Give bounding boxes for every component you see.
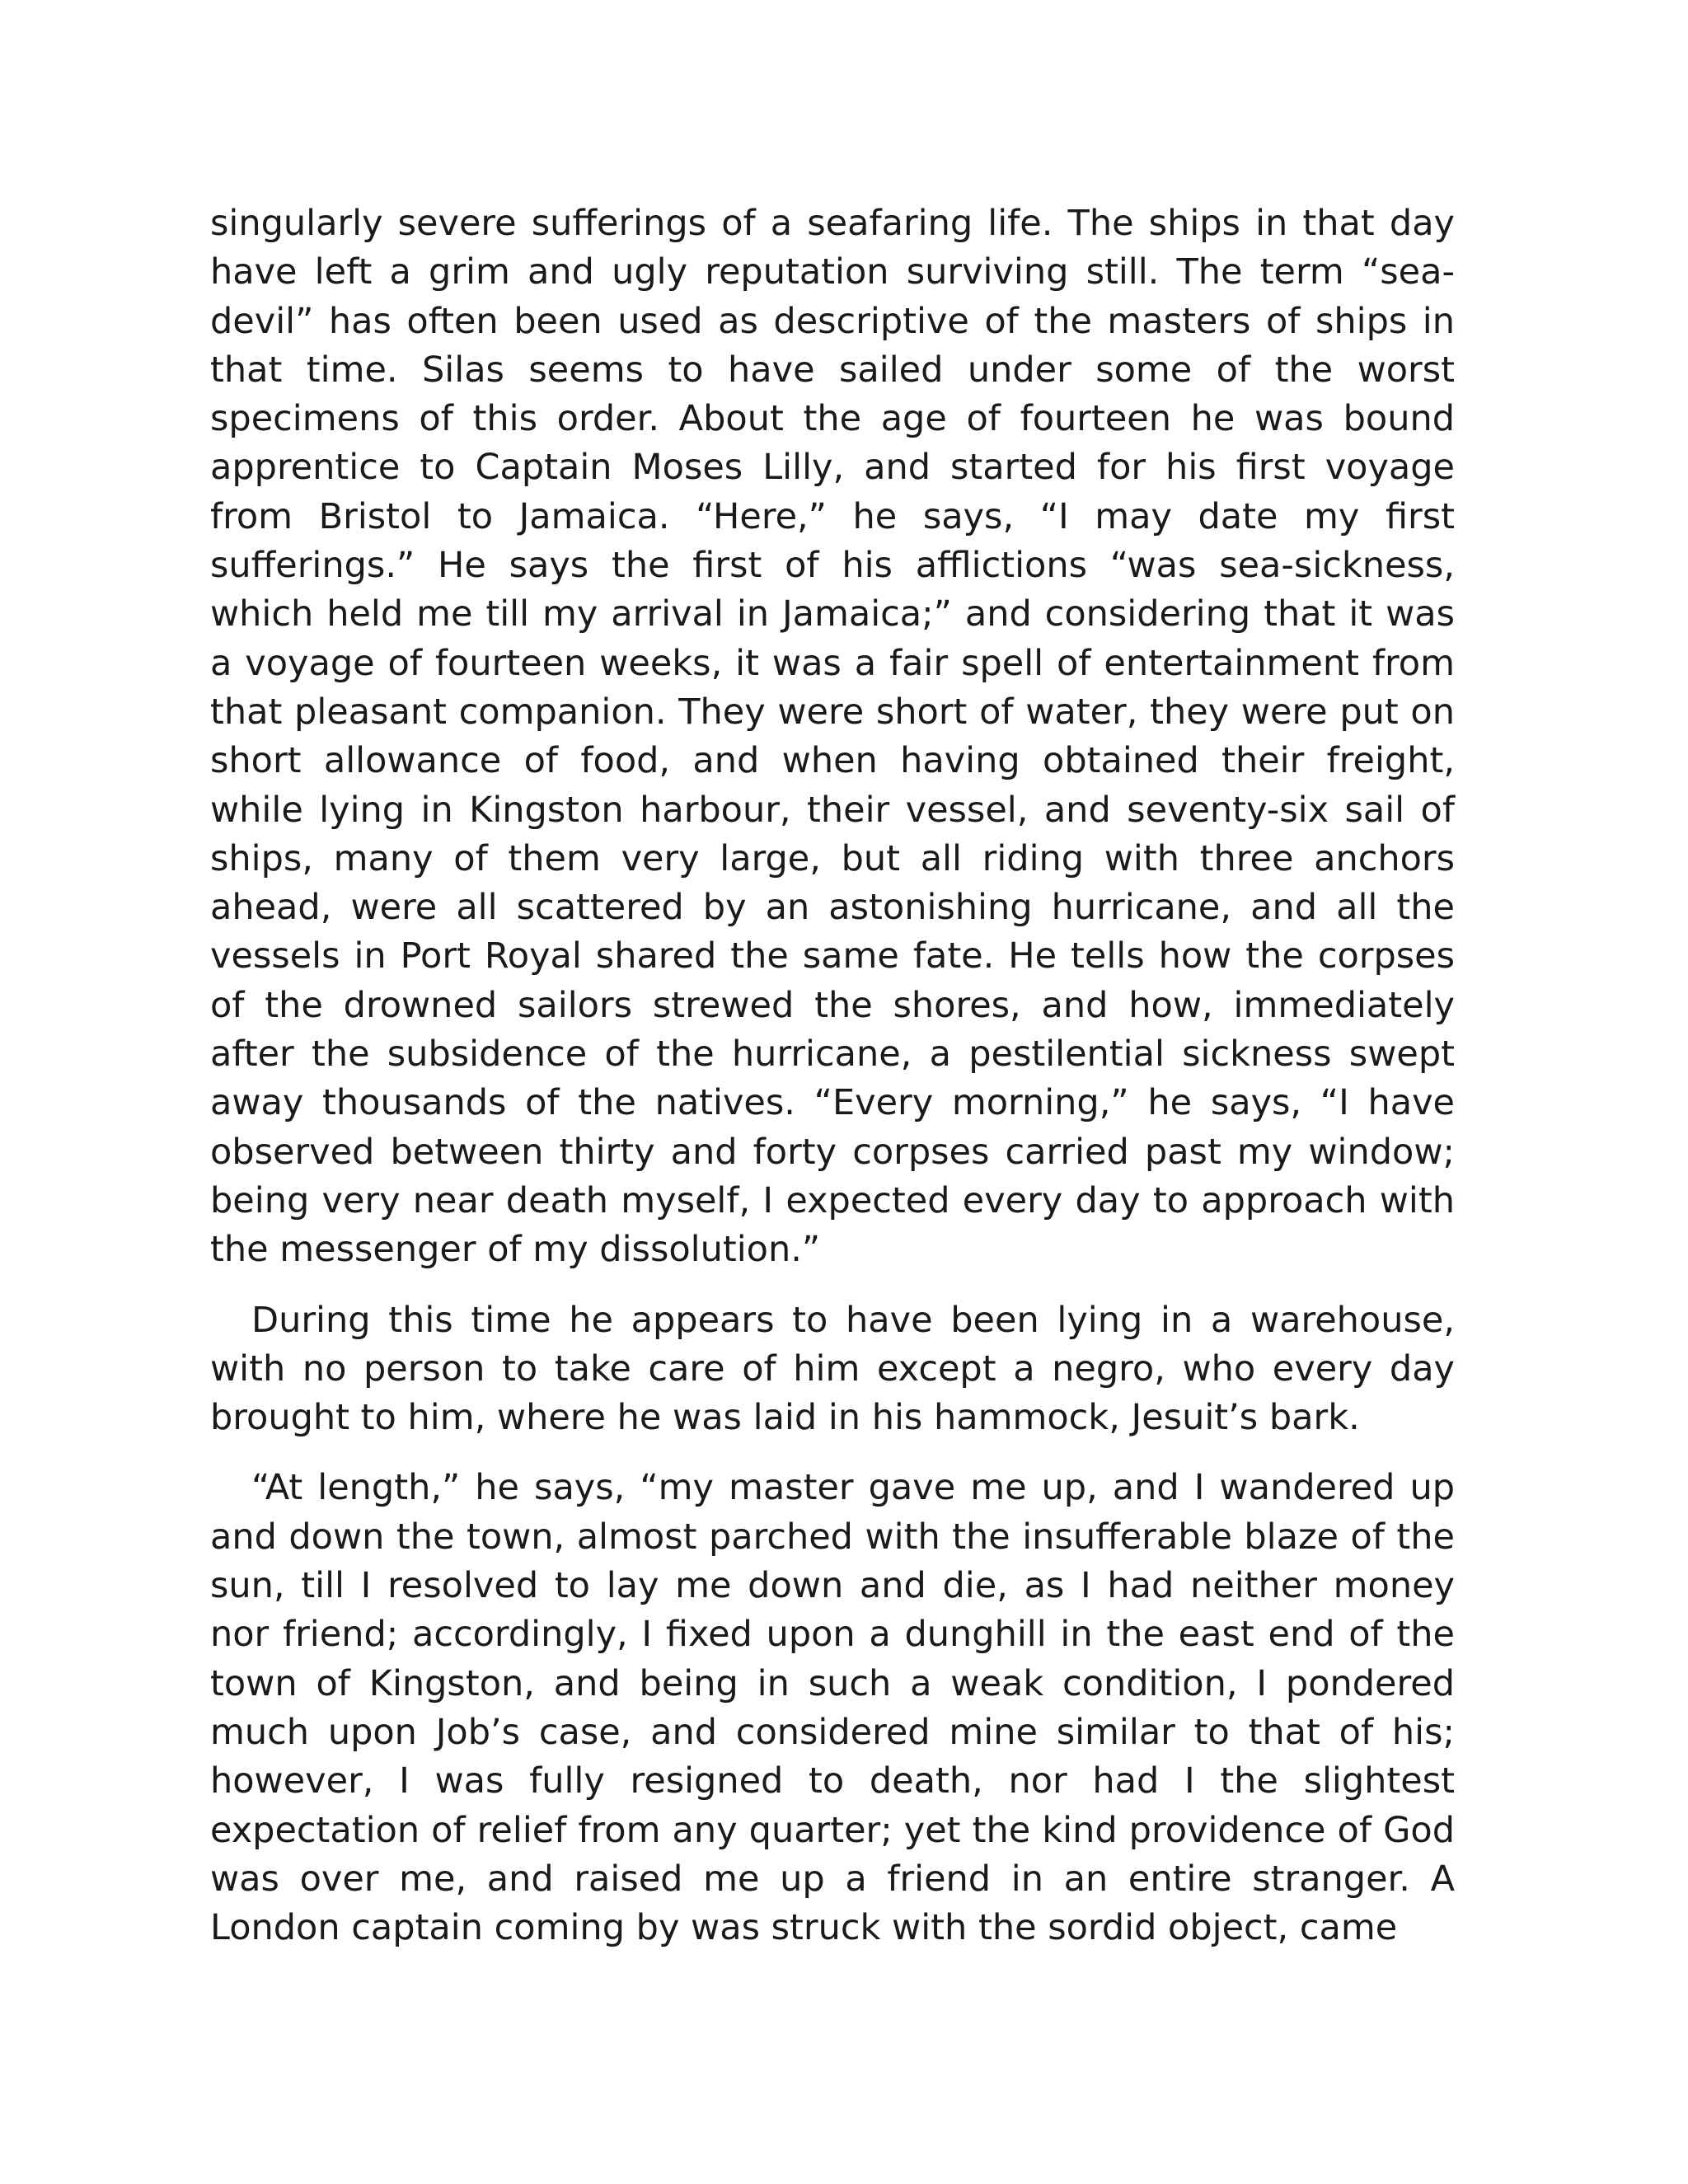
paragraph-continued: singularly severe sufferings of a seafaring life. The ships in that day have left a grim and ugly reputation surviving still. The term “sea-devil” has often been used as descriptive of the masters of ships in that time. Silas seems to have sailed under some of the worst specimens of this order. About the age of fourteen he was bound apprentice to Captain Moses Lilly, and started for his first voyage from Bristol to Jamaica. “Here,” he says, “I may date my first sufferings.” He says the first of his afflictions “was sea-sickness, which held me till my arrival in Jamaica;” and considering that it was a voyage of fourteen weeks, it was a fair spell of entertainment from that pleasant companion. They were short of water, they were put on short allowance of food, and when having obtained their freight, while lying in Kingston harbour, their vessel, and seventy-six sail of ships, many of them very large, but all riding with three anchors ahead, were all scattered by an astonishing hurricane, and all the vessels in Port Royal shared the same fate. He tells how the corpses of the drowned sailors strewed the shores, and how, immediately after the subsidence of the hurricane, a pestilential sickness swept away thousands of the natives. “Every morning,” he says, “I have observed between thirty and forty corpses carried past my window; being very near death myself, I expected every day to approach with the messenger of my dissolution.” xyxy=(210,203,1455,1271)
paragraph-at-length: “At length,” he says, “my master gave me up, and I wandered up and down the town, almost parched with the insufferable blaze of the sun, till I resolved to lay me down and die, as I had neither money nor friend; accordingly, I fixed upon a dunghill in the east end of the town of Kingston, and being in such a weak condition, I pondered much upon Job’s case, and considered mine similar to that of his; however, I was fully resigned to death, nor had I the slightest expectation of relief from any quarter; yet the kind providence of God was over me, and raised me up a friend in an entire stranger. A London captain coming by was struck with the sordid object, came xyxy=(210,1467,1455,1949)
paragraph-warehouse: During this time he appears to have been lying in a warehouse, with no person to take care of him except a negro, who every day brought to him, where he was laid in his hammock, Jesuit’s bark. xyxy=(210,1299,1455,1439)
page-body-text xyxy=(210,199,1455,1952)
